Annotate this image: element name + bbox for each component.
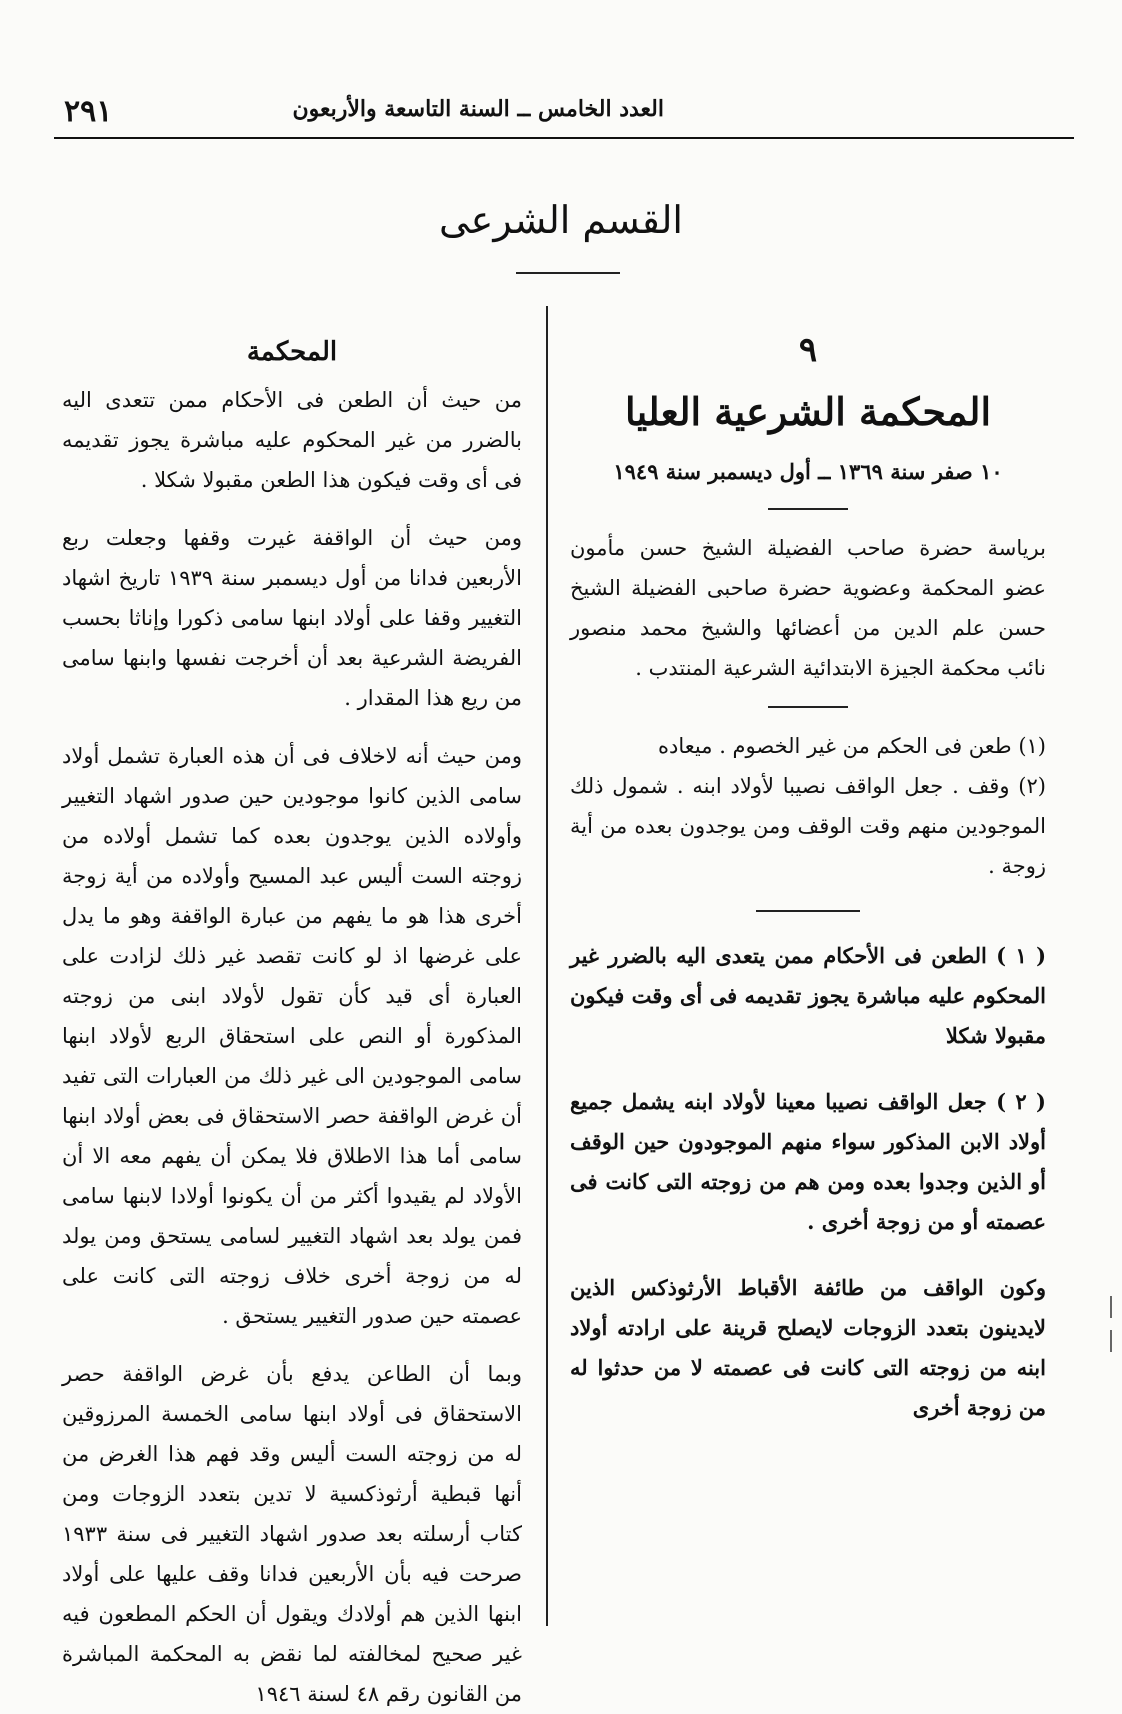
case-number: ٩ [798, 330, 818, 370]
summary-item-1: (١) طعن فى الحكم من غير الخصوم . ميعاده [658, 734, 1046, 758]
judgment-paragraph-1: من حيث أن الطعن فى الأحكام ممن تتعدى اليه بالضرر من غير المحكوم عليه مباشرة يجوز تقديمه فى أى وقت فيكون هذا الطعن مقبولا شكلا . [62, 388, 522, 492]
column-divider [546, 306, 548, 1626]
divider-rule [756, 910, 860, 912]
judgment-heading: المحكمة [246, 337, 338, 367]
section-title: القسم الشرعى [439, 198, 683, 242]
judgment-paragraph-3: ومن حيث أنه لاخلاف فى أن هذه العبارة تشمل أولاد سامى الذين كانوا موجودين حين صدور اشهاد التغيير وأولاده الذين يوجدون بعده كما تشمل أولاده من زوجته الست أليس عبد المسيح وأولاده من أية زوجة أخرى هذا هو ما يفهم من عبارة الواقفة وهو ما يدل على غرضها اذ لو كانت تقصد غير ذلك لزادت على العبارة أى قيد كأن تقول لأولاد ابنى من زوجته المذكورة أو النص على استحقاق الربع لأولاد ابنها سامى الموجودين الى غير ذلك من العبارات التى تفيد أن غرض الواقفة حصر الاستحقاق فى بعض أولاد ابنها سامى أما هذا الاطلاق فلا يمكن أن يفهم معه الا أن الأولاد لم يقيدوا أكثر من أن يكونوا أولادا لابنها سامى فمن يولد بعد اشهاد التغيير لسامى يستحق ومن يولد له من زوجة أخرى خلاف زوجته التى كانت على عصمته حين صدور التغيير يستحق . [62, 744, 523, 1328]
divider-rule [768, 706, 848, 708]
judgment-paragraph-2: ومن حيث أن الواقفة غيرت وقفها وجعلت ربع الأربعين فدانا من أول ديسمبر سنة ١٩٣٩ تاريخ اشهاد التغيير وقفا على أولاد ابنها سامى ذكورا وإناثا بحسب الفريضة الشرعية بعد أن أخرجت نفسها وابنها سامى من ريع هذا المقدار . [62, 526, 522, 710]
right-column [570, 330, 1046, 1428]
running-title: العدد الخامس ــ السنة التاسعة والأربعون [292, 96, 664, 122]
page-number: ٢٩١ [64, 94, 113, 129]
summary-item-2: (٢) وقف . جعل الواقف نصيبا لأولاد ابنه . شمول ذلك الموجودين منهم وقت الوقف ومن يوجدون بعده من أية زوجة . [570, 774, 1046, 878]
divider-rule [768, 508, 848, 510]
case-date: ١٠ صفر سنة ١٣٦٩ ــ أول ديسمبر سنة ١٩٤٩ [613, 459, 1003, 484]
margin-mark [1110, 1330, 1112, 1352]
court-panel: برياسة حضرة صاحب الفضيلة الشيخ حسن مأمون عضو المحكمة وعضوية حضرة صاحبى الفضيلة الشيخ حسن علم الدين من أعضائها والشيخ محمد منصور نائب محكمة الجيزة الابتدائية الشرعية المنتدب . [570, 536, 1046, 680]
judgment-paragraph-4: وبما أن الطاعن يدفع بأن غرض الواقفة حصر الاستحقاق فى أولاد ابنها سامى الخمسة المرزوقين له من زوجته الست أليس وقد فهم هذا الغرض من أنها قبطية أرثوذكسية لا تدين بتعدد الزوجات ومن كتاب أرسلته بعد صدور اشهاد التغيير فى سنة ١٩٣٣ صرحت فيه بأن الأربعين فدانا وقف عليها على أولاد ابنها الذين هم أولادك ويقول أن الحكم المطعون فيه غير صحيح لمخالفته لما نقض به المحكمة المباشرة من القانون رقم ٤٨ لسنة ١٩٤٦ [62, 1362, 522, 1706]
ruling-2: ( ٢ ) جعل الواقف نصيبا معينا لأولاد ابنه يشمل جميع أولاد الابن المذكور سواء منهم الموجودون حين الوقف أو الذين وجدوا بعده ومن هم من زوجته التى كانت فى عصمته أو من زوجة أخرى . [570, 1089, 1046, 1234]
header-rule [54, 137, 1074, 139]
ruling-1: ( ١ ) الطعن فى الأحكام ممن يتعدى اليه بالضرر غير المحكوم عليه مباشرة يجوز تقديمه فى أى وقت فيكون مقبولا شكلا [570, 943, 1047, 1048]
section-rule [516, 272, 620, 274]
left-column [62, 332, 522, 1714]
ruling-3: وكون الواقف من طائفة الأقباط الأرثوذكس الذين لايدينون بتعدد الزوجات لايصلح قرينة على ارادته أولاد ابنه من زوجته التى كانت فى عصمته لا من حدثوا له من زوجة أخرى [570, 1275, 1046, 1420]
page-header [54, 88, 1074, 134]
court-name: المحكمة الشرعية العليا [624, 389, 992, 434]
margin-mark [1110, 1296, 1112, 1318]
